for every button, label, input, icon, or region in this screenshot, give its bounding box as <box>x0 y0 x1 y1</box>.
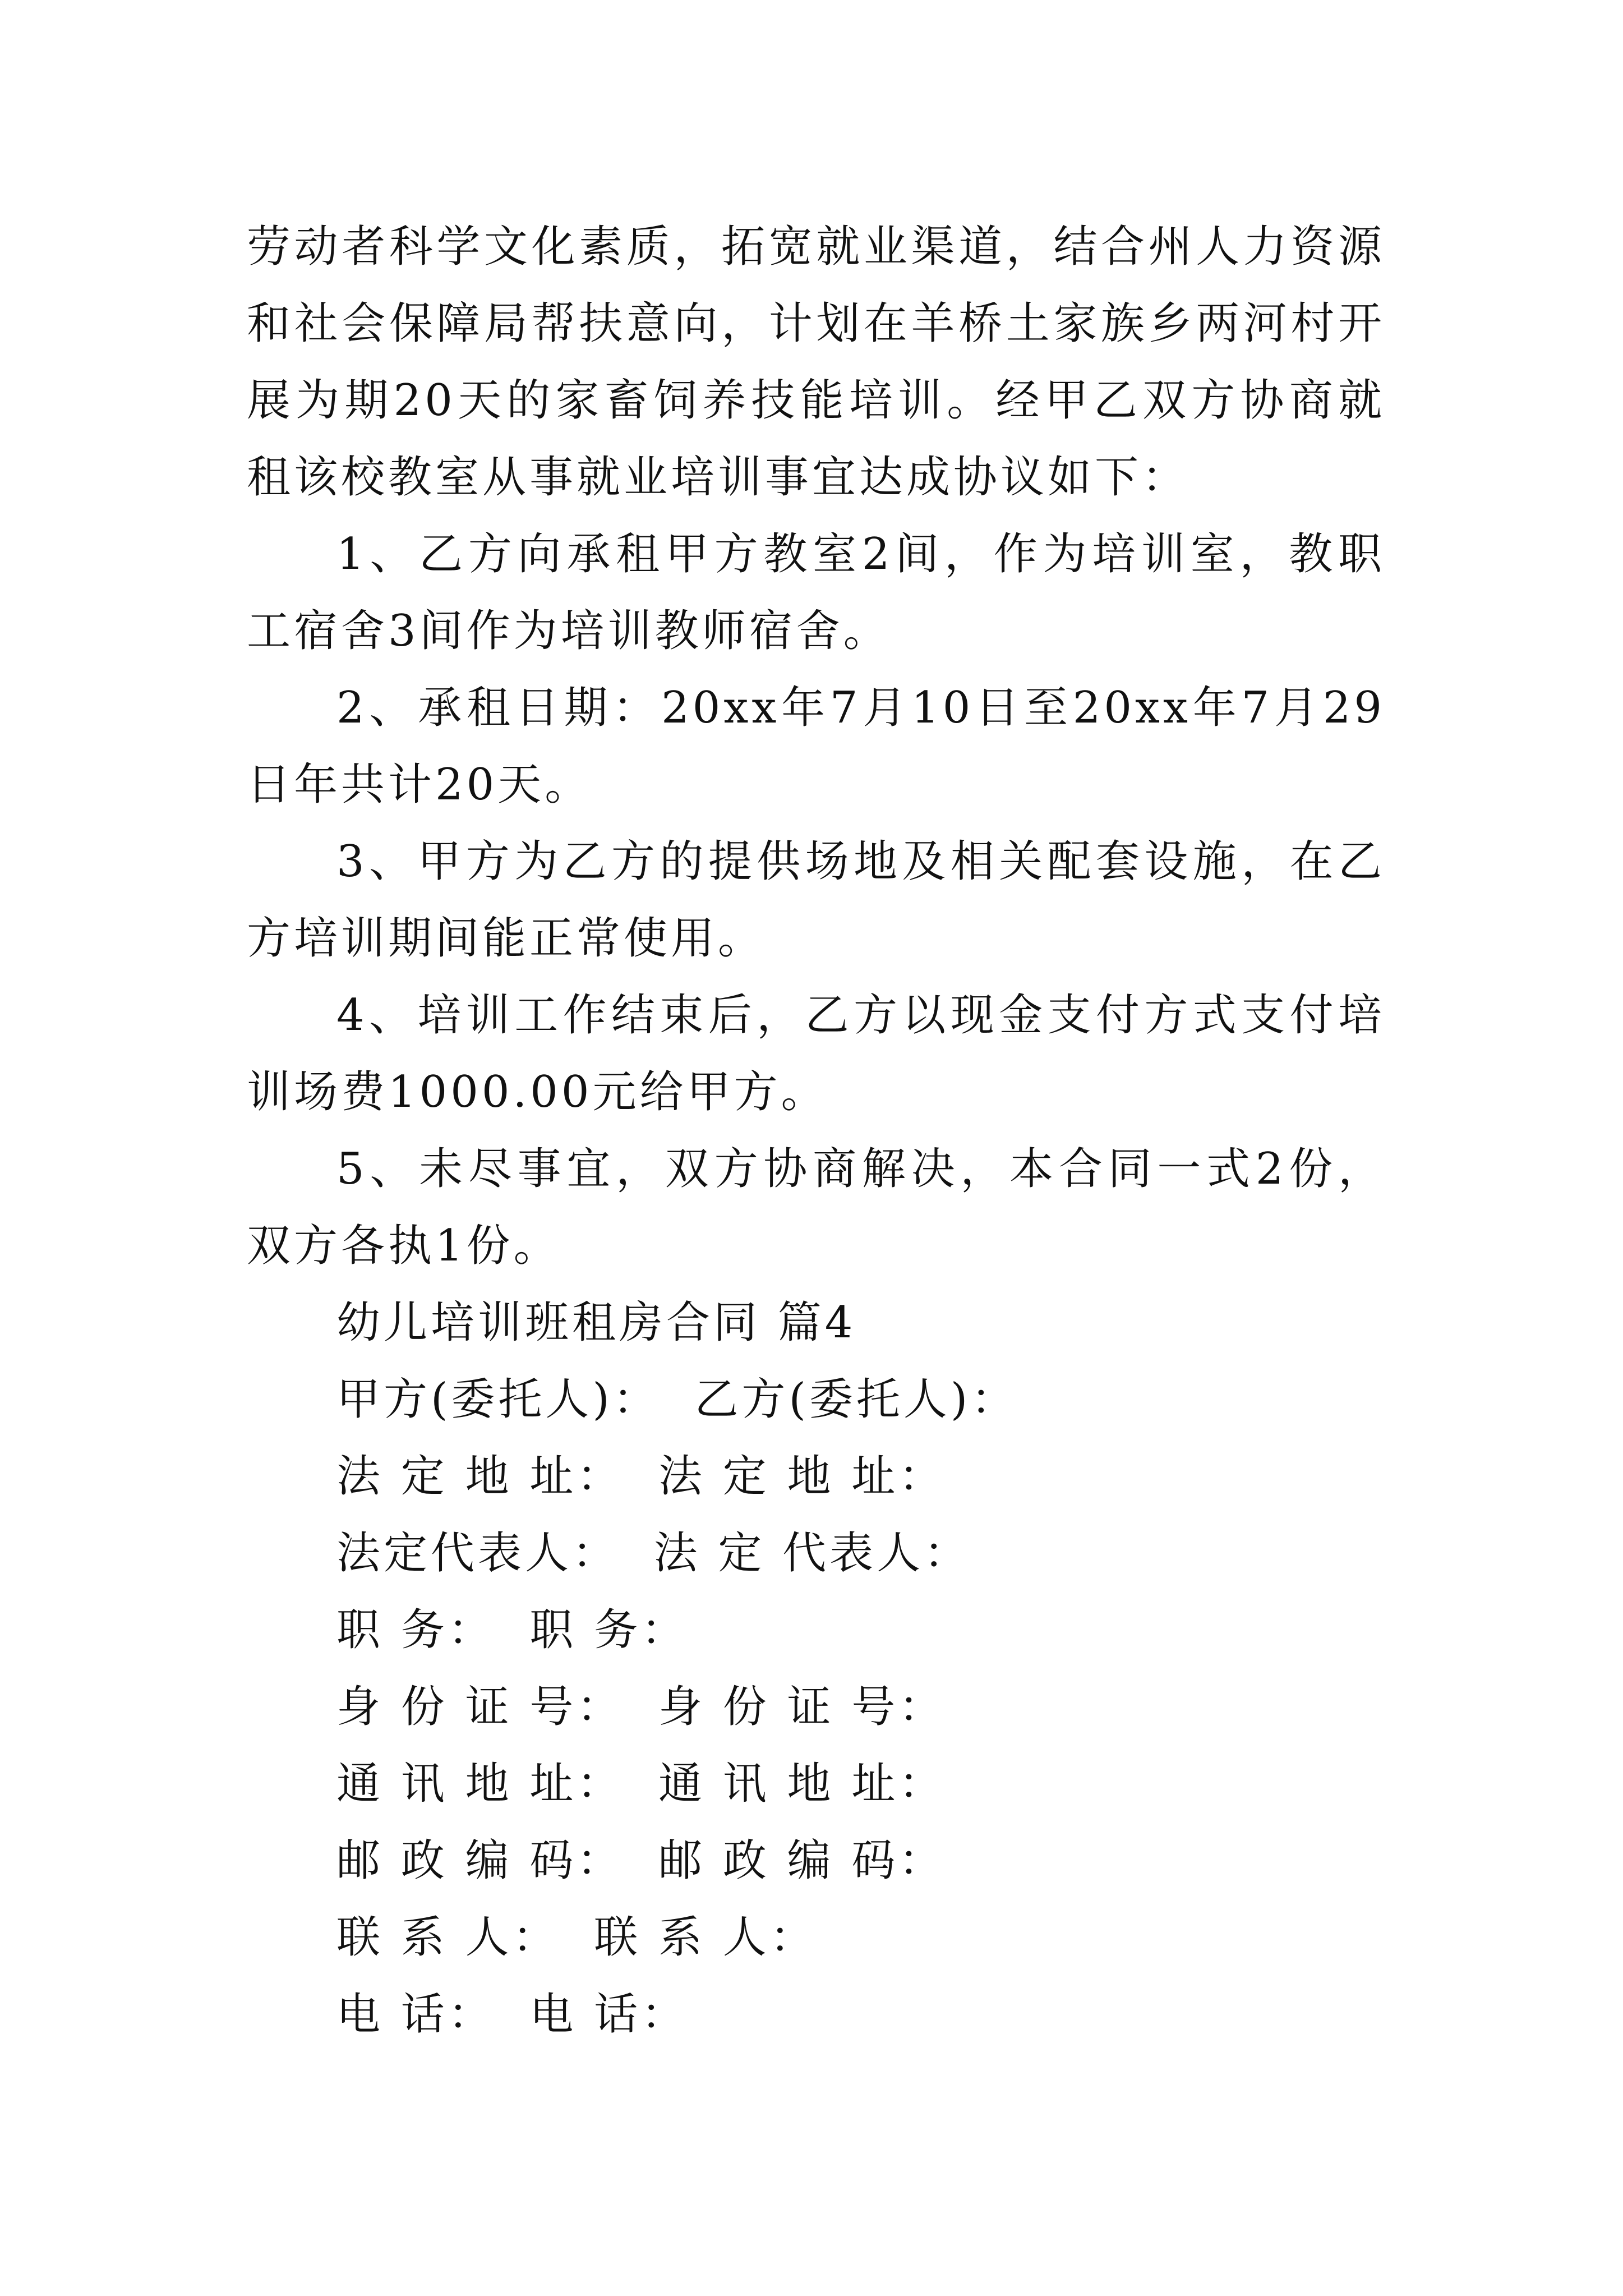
phone-labels: 电 话： 电 话： <box>336 1989 689 2040</box>
postal-code-labels: 邮 政 编 码： 邮 政 编 码： <box>336 1835 946 1886</box>
intro-paragraph: 劳动者科学文化素质，拓宽就业渠道，结合州人力资源和社会保障局帮扶意向，计划在羊桥土家族乡两河村开展为期20天的家畜饲养技能培训。经甲乙双方协商就租该校教室从事就业培训事宜达成协议如下： <box>247 222 1385 503</box>
clause-5: 5、未尽事宜，双方协商解决，本合同一式2份，双方各执1份。 <box>247 1144 1385 1271</box>
legal-representative-labels: 法定代表人： 法 定 代表人： <box>336 1528 971 1579</box>
clause-2: 2、承租日期：20xx年7月10日至20xx年7月29日年共计20天。 <box>247 683 1385 810</box>
clause-3: 3、甲方为乙方的提供场地及相关配套设施，在乙方培训期间能正常使用。 <box>247 836 1385 964</box>
mailing-address-labels: 通 讯 地 址： 通 讯 地 址： <box>336 1759 946 1809</box>
position-labels: 职 务： 职 务： <box>336 1605 689 1655</box>
clause-1: 1、乙方向承租甲方教室2间，作为培训室，教职工宿舍3间作为培训教师宿舍。 <box>247 529 1385 656</box>
id-number-labels: 身 份 证 号： 身 份 证 号： <box>336 1682 946 1732</box>
document-body <box>247 209 1385 2053</box>
clause-4: 4、培训工作结束后，乙方以现金支付方式支付培训场费1000.00元给甲方。 <box>247 990 1385 1117</box>
section-title: 幼儿培训班租房合同 篇4 <box>336 1297 856 1348</box>
contact-person-labels: 联 系 人： 联 系 人： <box>336 1912 817 1963</box>
legal-address-labels: 法 定 地 址： 法 定 地 址： <box>336 1451 946 1502</box>
party-labels: 甲方(委托人)： 乙方(委托人)： <box>336 1374 1018 1425</box>
